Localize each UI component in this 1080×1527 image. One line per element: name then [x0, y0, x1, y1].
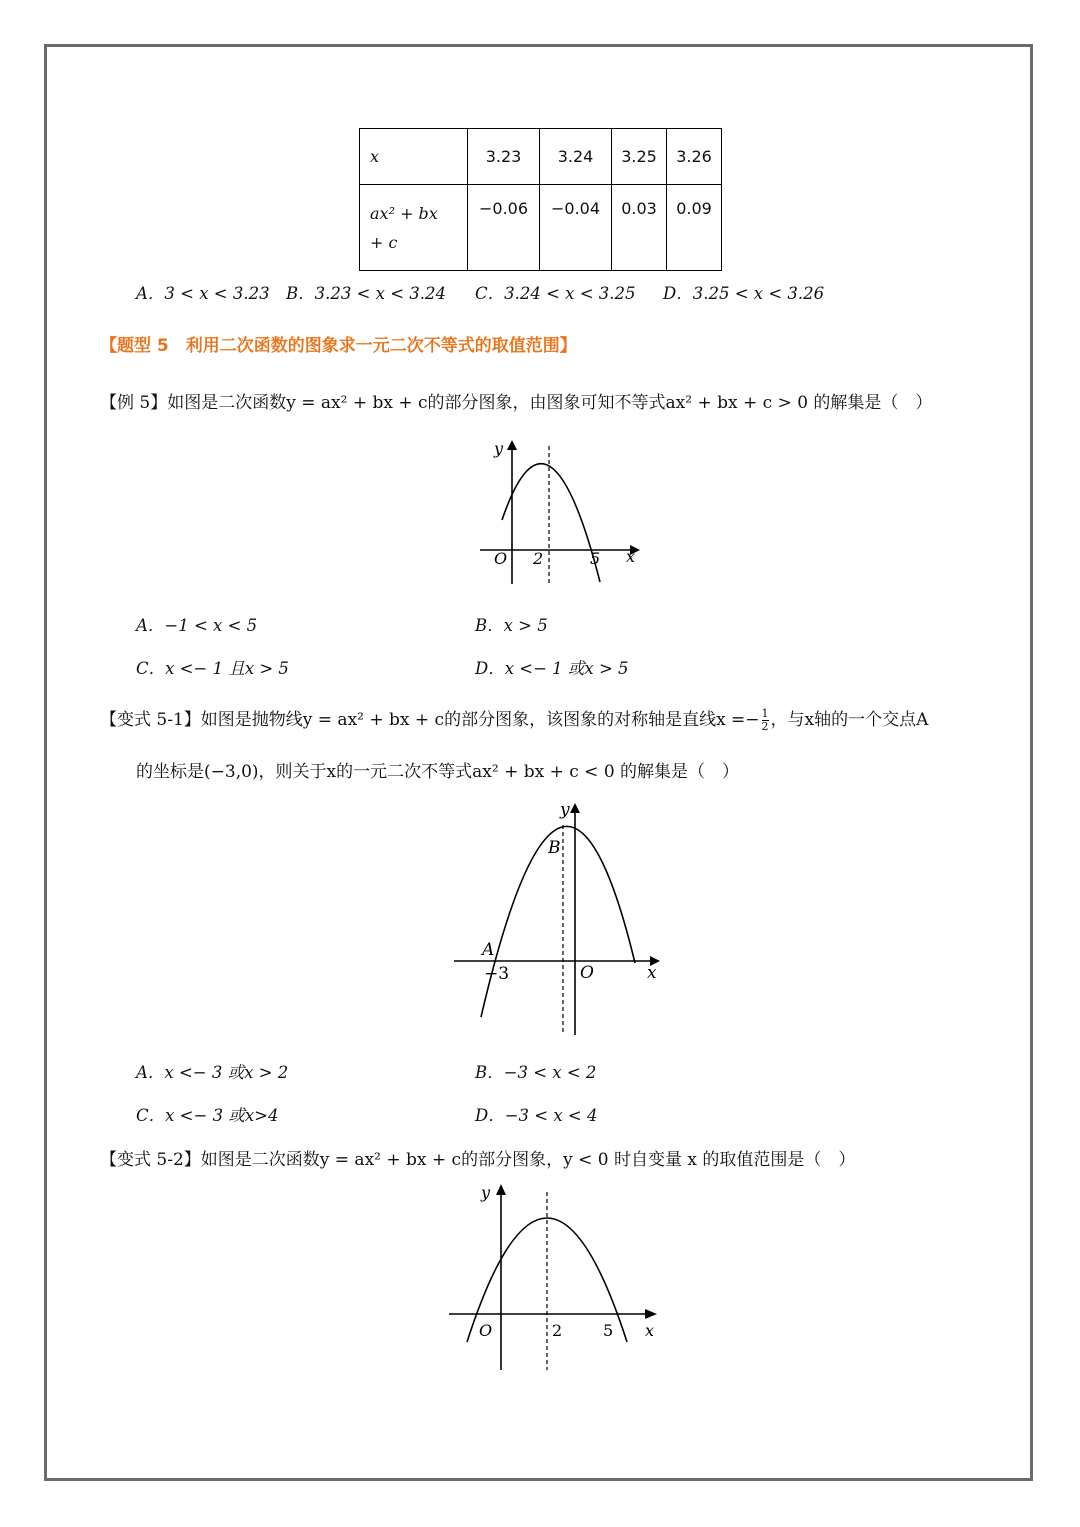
option-a[interactable]: A．3 < x < 3.23	[136, 284, 270, 303]
table-cell	[360, 185, 468, 271]
point-b-label: B	[548, 838, 561, 858]
question-text: 【变式 5-1】如图是抛物线y = ax² + bx + c的部分图象，该图象的对称轴是直线x =−	[100, 710, 760, 730]
table-row	[360, 185, 722, 271]
tick-label: 2	[552, 1321, 563, 1340]
x-axis-label: x	[647, 963, 657, 983]
example5-graph	[470, 432, 650, 592]
x-axis-label: x	[626, 547, 636, 566]
fraction-denominator: 2	[761, 720, 769, 733]
option-b[interactable]: B．3.23 < x < 3.24	[286, 284, 447, 303]
table-cell: 0.03	[612, 185, 667, 271]
example5-question: 【例 5】如图是二次函数y = ax² + bx + c的部分图象，由图象可知不等式ax² + bx + c > 0 的解集是（ ）	[100, 393, 933, 413]
x-axis-label: x	[645, 1321, 655, 1340]
variant52-graph	[445, 1178, 665, 1373]
y-axis-label: y	[560, 800, 570, 820]
fraction	[762, 708, 769, 733]
option-b[interactable]: B．x > 5	[475, 616, 548, 635]
origin-label: O	[494, 549, 508, 568]
origin-label: O	[479, 1321, 493, 1340]
option-c[interactable]: C．3.24 < x < 3.25	[475, 284, 636, 303]
variant51-question-line2: 的坐标是(−3,0)，则关于x的一元二次不等式ax² + bx + c < 0 的解集是（ ）	[136, 762, 740, 782]
option-d[interactable]: D．3.25 < x < 3.26	[663, 284, 825, 303]
table-cell-line: ax² + bx	[370, 203, 438, 223]
tick-label: 2	[533, 549, 544, 568]
y-axis-label: y	[494, 439, 504, 458]
section-heading: 【题型 5 利用二次函数的图象求一元二次不等式的取值范围】	[100, 336, 577, 356]
variant51-question-line1	[100, 705, 928, 733]
option-b[interactable]: B．−3 < x < 2	[475, 1063, 597, 1082]
tick-label: −3	[484, 964, 510, 984]
option-d[interactable]: D．−3 < x < 4	[475, 1106, 598, 1125]
table-cell-line: + c	[370, 232, 398, 252]
table-cell: −0.06	[468, 185, 540, 271]
origin-label: O	[580, 963, 594, 983]
tick-label: 5	[603, 1321, 614, 1340]
option-a[interactable]: A．−1 < x < 5	[136, 616, 258, 635]
option-c[interactable]: C．x <− 1 且x > 5	[136, 659, 289, 678]
point-a-label: A	[482, 940, 495, 960]
tick-label: 5	[590, 549, 601, 568]
table-row	[360, 129, 722, 185]
table-cell: −0.04	[540, 185, 612, 271]
option-c[interactable]: C．x <− 3 或x>4	[136, 1106, 279, 1125]
question-text: ，与x轴的一个交点A	[770, 710, 929, 730]
table-cell: x	[360, 129, 468, 185]
variant52-question: 【变式 5-2】如图是二次函数y = ax² + bx + c的部分图象，y < 0 时自变量 x 的取值范围是（ ）	[100, 1150, 856, 1170]
table-cell: 3.26	[667, 129, 722, 185]
table-cell: 3.24	[540, 129, 612, 185]
option-a[interactable]: A．x <− 3 或x > 2	[136, 1063, 289, 1082]
table-cell: 3.25	[612, 129, 667, 185]
value-table	[359, 128, 722, 271]
fraction-numerator: 1	[761, 707, 769, 720]
option-d[interactable]: D．x <− 1 或x > 5	[475, 659, 629, 678]
variant51-graph	[450, 795, 670, 1040]
table-cell: 0.09	[667, 185, 722, 271]
table-cell: 3.23	[468, 129, 540, 185]
y-axis-label: y	[481, 1183, 491, 1202]
